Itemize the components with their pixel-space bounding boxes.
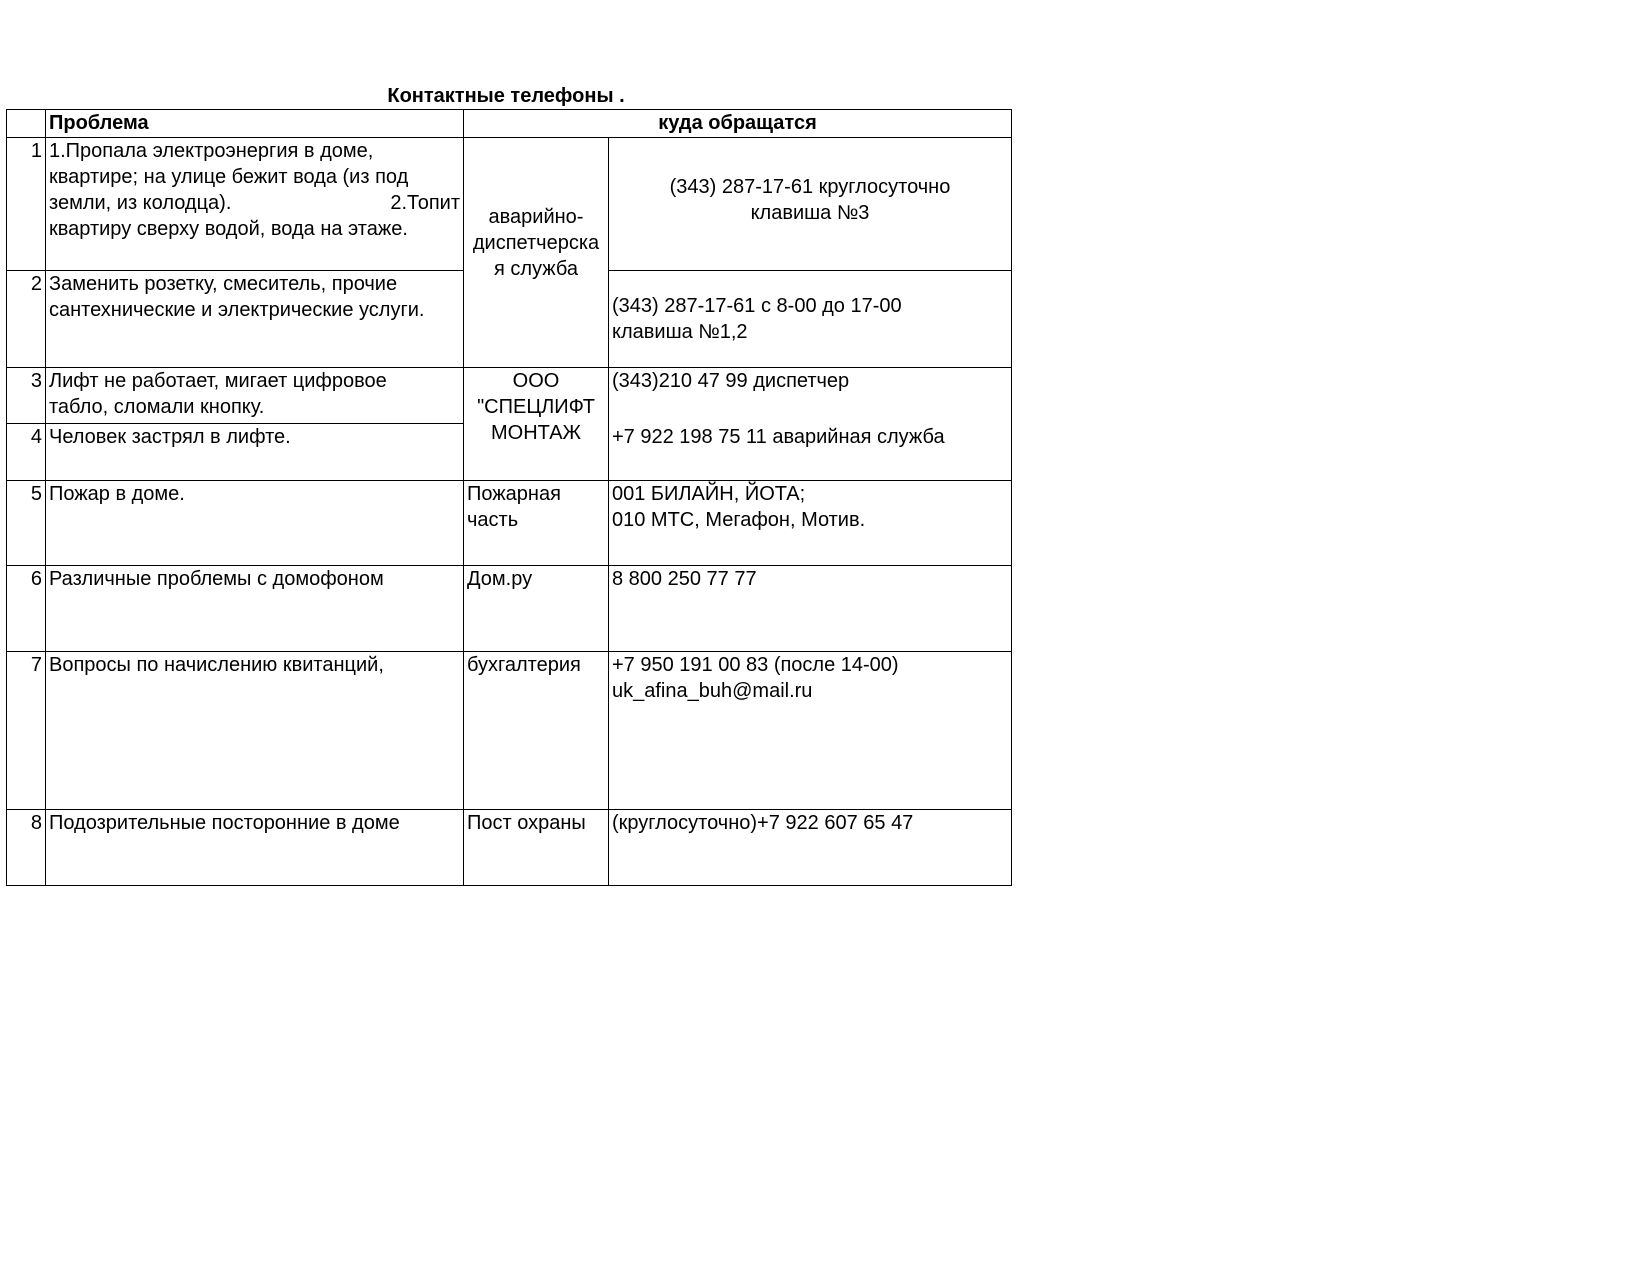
problem-cell [46, 271, 464, 368]
service-cell-emergency [464, 138, 609, 368]
service-line: диспетчерска [472, 232, 600, 254]
row-number: 2 [7, 271, 46, 368]
row-number: 7 [7, 652, 46, 810]
service-cell-lift [464, 368, 609, 481]
problem-cell [46, 368, 464, 424]
problem-cell [46, 652, 464, 810]
service-line: МОНТАЖ [490, 422, 582, 444]
contact-cell-lift [609, 368, 1012, 481]
row-number: 3 [7, 368, 46, 424]
service-cell [464, 481, 609, 566]
problem-line: табло, сломали кнопку. [49, 396, 265, 418]
problem-line: сантехнические и электрические услуги. [49, 299, 425, 321]
service-line: аварийно- [488, 206, 584, 228]
table-row [7, 652, 1012, 810]
contact-line: +7 950 191 00 83 (после 14-00) [612, 654, 899, 676]
contact-line: клавиша №1,2 [612, 321, 748, 343]
contact-cell [609, 271, 1012, 368]
table-header-row [7, 110, 1012, 138]
service-cell [464, 566, 609, 652]
problem-line: Вопросы по начислению квитанций, [49, 654, 384, 676]
contact-line: 010 МТС, Мегафон, Мотив. [612, 509, 866, 531]
contact-cell [609, 810, 1012, 886]
problem-line: Заменить розетку, смеситель, прочие [49, 273, 398, 295]
contact-line: +7 922 198 75 11 аварийная служба [612, 426, 945, 448]
service-line: "СПЕЦЛИФТ [477, 396, 595, 418]
contact-line: клавиша №3 [750, 202, 870, 224]
header-where-cell: куда обращатся [464, 110, 1012, 138]
row-number: 8 [7, 810, 46, 886]
contact-cell [609, 566, 1012, 652]
contact-line: 8 800 250 77 77 [612, 568, 757, 590]
header-num-cell [7, 110, 46, 138]
problem-line: квартиру сверху водой, вода на этаже. [49, 218, 408, 240]
service-line: Дом.ру [467, 568, 533, 590]
service-line: Пост охраны [467, 812, 586, 834]
problem-line: квартире; на улице бежит вода (из под [49, 166, 409, 188]
problem-line: Лифт не работает, мигает цифровое [49, 370, 387, 392]
problem-line: Различные проблемы с домофоном [49, 568, 384, 590]
service-line: бухгалтерия [467, 654, 581, 676]
problem-line [49, 190, 460, 216]
page-title: Контактные телефоны . [387, 85, 625, 107]
problem-cell [46, 810, 464, 886]
row-number: 4 [7, 424, 46, 481]
problem-cell [46, 566, 464, 652]
service-line: я служба [493, 258, 578, 280]
contact-line: (круглосуточно)+7 922 607 65 47 [612, 812, 914, 834]
row-number: 6 [7, 566, 46, 652]
problem-cell [46, 424, 464, 481]
contact-cell [609, 652, 1012, 810]
contact-line: (343) 287-17-61 с 8-00 до 17-00 [612, 295, 902, 317]
problem-cell [46, 138, 464, 271]
contact-line: 001 БИЛАЙН, ЙОТА; [612, 483, 806, 505]
problem-line: 1.Пропала электроэнергия в доме, [49, 140, 374, 162]
problem-line-part: земли, из колодца). [49, 192, 232, 214]
service-line: ООО [512, 370, 560, 392]
table-row [7, 138, 1012, 271]
table-row [7, 566, 1012, 652]
problem-cell [46, 481, 464, 566]
contact-cell [609, 138, 1012, 271]
table-row [7, 368, 1012, 424]
table-row [7, 810, 1012, 886]
service-line: Пожарная [467, 483, 561, 505]
table-row [7, 481, 1012, 566]
header-problem-cell: Проблема [46, 110, 464, 138]
contact-line: (343)210 47 99 диспетчер [612, 370, 850, 392]
contact-line: uk_afina_buh@mail.ru [612, 680, 813, 702]
contacts-table [6, 109, 1012, 886]
problem-line: Подозрительные посторонние в доме [49, 812, 400, 834]
problem-line: Пожар в доме. [49, 483, 185, 505]
service-cell [464, 810, 609, 886]
service-cell [464, 652, 609, 810]
row-number: 1 [7, 138, 46, 271]
row-number: 5 [7, 481, 46, 566]
service-line: часть [467, 509, 519, 531]
line-gap [612, 394, 1008, 424]
contact-line: (343) 287-17-61 круглосуточно [669, 176, 951, 198]
contact-cell [609, 481, 1012, 566]
problem-line-part: 2.Топит [390, 192, 460, 214]
problem-line: Человек застрял в лифте. [49, 426, 291, 448]
